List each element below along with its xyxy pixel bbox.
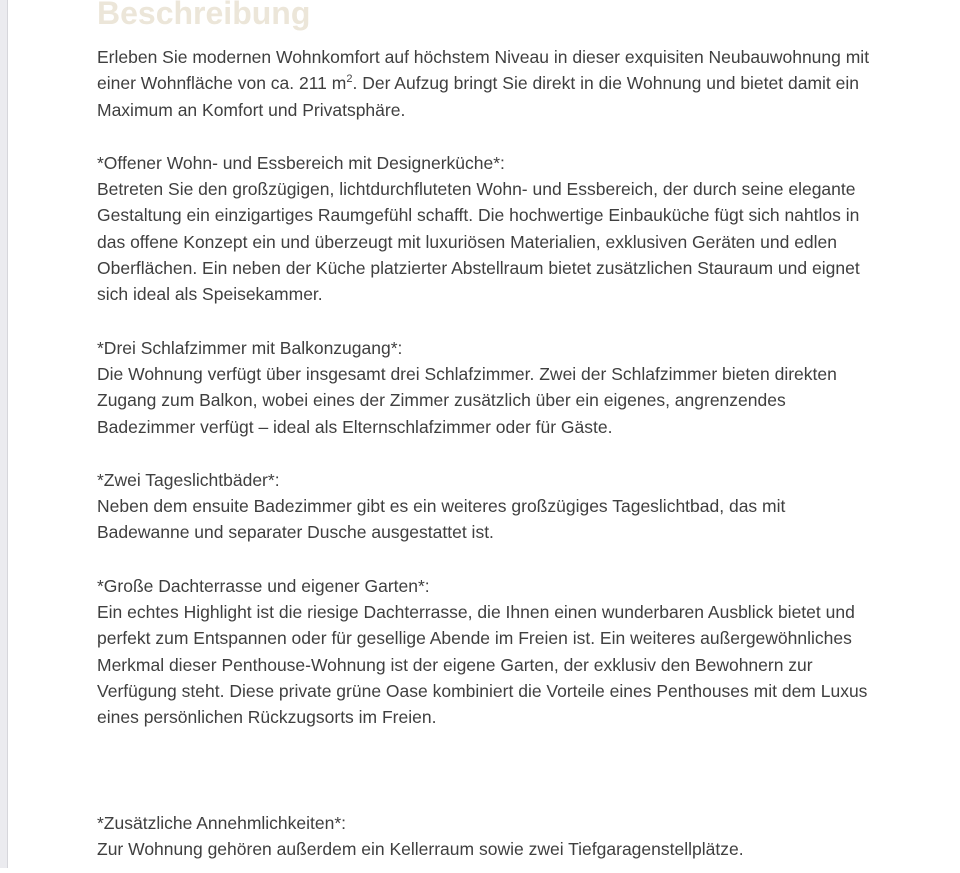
section-heading: *Drei Schlafzimmer mit Balkonzugang*: [97, 337, 403, 358]
section-heading: *Zusätzliche Annehmlichkeiten*: [97, 812, 347, 833]
page-title: Beschreibung [97, 0, 311, 31]
square-meter-superscript: 2 [346, 73, 353, 86]
section-body: Betreten Sie den großzügigen, lichtdurchfluteten Wohn- und Essbereich, der durch seine elegante Gestaltung ein einzigartiges Raumgefühl schafft. Die hochwertige Einbauküche fügt sich nahtlos in das offene Konzept ein und überzeugt mit luxuriösen Materialien, exklusiven Geräten und edlen Oberflächen. Ein neben der Küche platzierter Abstellraum bietet zusätzlichen Stauraum und eignet sich ideal als Speisekammer. [97, 179, 860, 305]
section-bedrooms-balcony [97, 335, 877, 440]
section-body: Die Wohnung verfügt über insgesamt drei Schlafzimmer. Zwei der Schlafzimmer bieten direkten Zugang zum Balkon, wobei eines der Zimmer zusätzlich über ein eigenes, angrenzendes Badezimmer verfügt – ideal als Elternschlafzimmer oder für Gäste. [97, 363, 837, 437]
section-living-dining-kitchen [97, 150, 877, 308]
section-heading: *Zwei Tageslichtbäder*: [97, 469, 280, 490]
description-panel [97, 0, 877, 862]
section-heading: *Offener Wohn- und Essbereich mit Designerküche*: [97, 152, 505, 173]
section-body: Neben dem ensuite Badezimmer gibt es ein weiteres großzügiges Tageslichtbad, das mit Badewanne und separater Dusche ausgestattet ist. [97, 496, 786, 543]
intro-text-after-superscript: . Der Aufzug bringt Sie direkt in die Wohnung und bietet damit ein Maximum an Komfort und Privatsphäre. [97, 73, 859, 120]
section-body: Ein echtes Highlight ist die riesige Dachterrasse, die Ihnen einen wunderbaren Ausblick bietet und perfekt zum Entspannen oder für gesellige Abende im Freien ist. Ein weiteres außergewöhnliches Merkmal dieser Penthouse-Wohnung ist der eigene Garten, der exklusiv den Bewohnern zur Verfügung steht. Diese private grüne Oase kombiniert die Vorteile eines Penthouses mit dem Luxus eines persönlichen Rückzugsorts im Freien. [97, 602, 868, 728]
section-heading: *Große Dachterrasse und eigener Garten*: [97, 575, 430, 596]
section-bathrooms [97, 467, 877, 546]
section-body: Zur Wohnung gehören außerdem ein Kellerraum sowie zwei Tiefgaragenstellplätze. [97, 838, 744, 859]
left-window-edge [0, 0, 8, 868]
section-roof-terrace-garden [97, 573, 877, 731]
intro-paragraph [97, 44, 877, 123]
section-additional-amenities [97, 810, 877, 863]
intro-text-before-superscript: Erleben Sie modernen Wohnkomfort auf höchstem Niveau in dieser exquisiten Neubauwohnung mit einer Wohnfläche von ca. 211 m [97, 47, 870, 94]
